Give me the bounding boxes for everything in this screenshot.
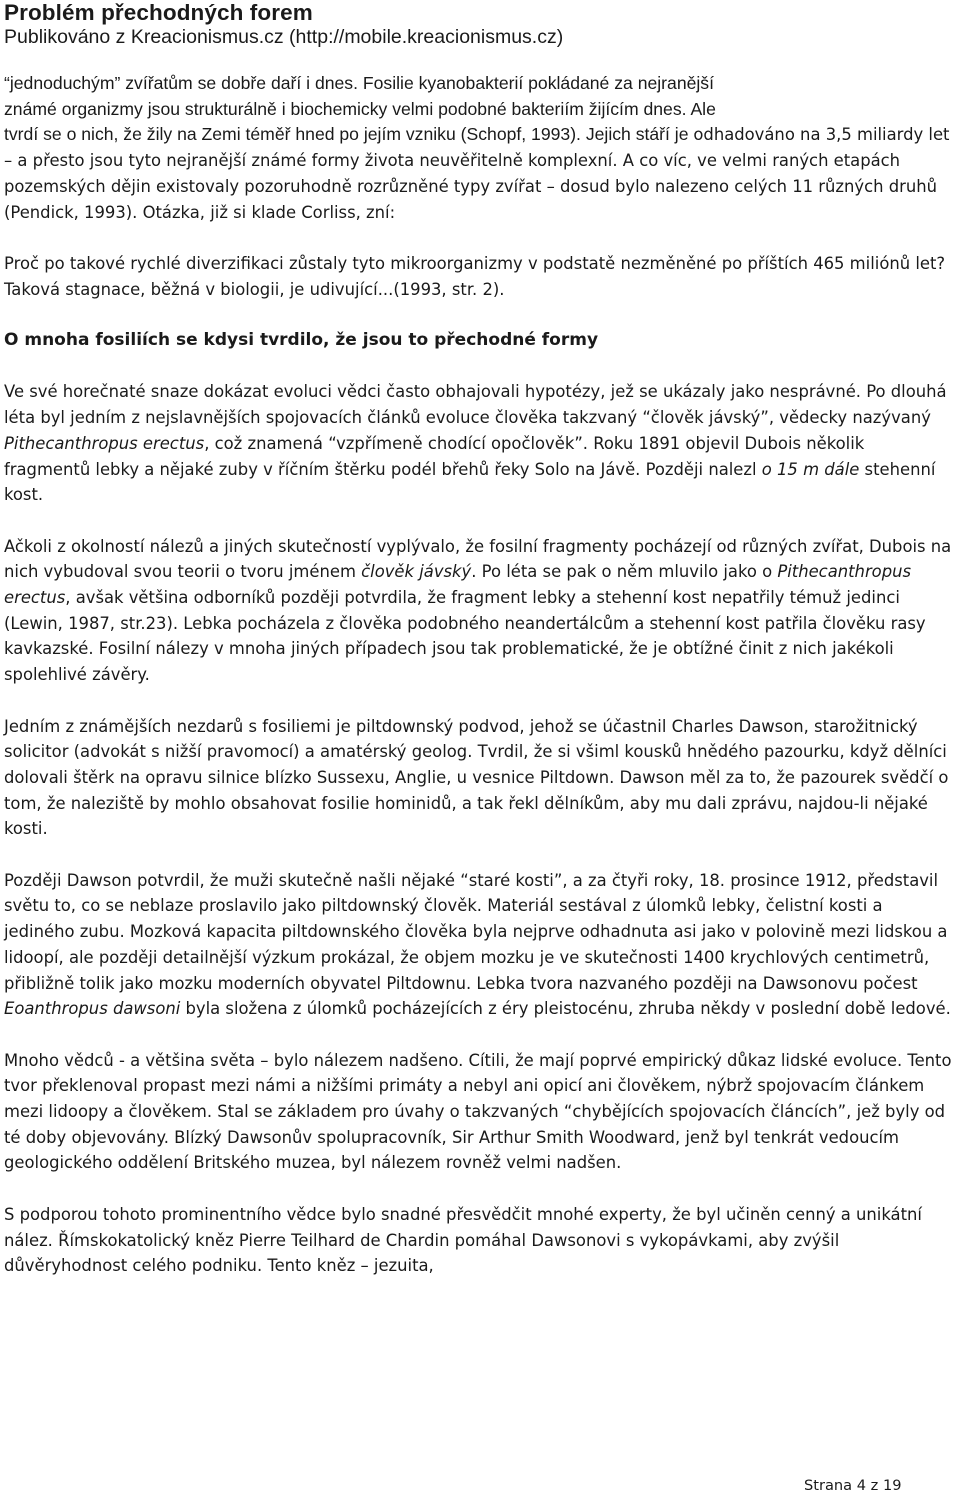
document-title: Problém přechodných forem <box>4 0 313 25</box>
eoanthropus-italic: Eoanthropus dawsoni <box>4 999 181 1019</box>
clovek-javsky-italic: člověk jávský <box>361 562 472 582</box>
paragraph-3 <box>4 379 954 508</box>
page-header <box>4 0 954 48</box>
paragraph-1-line-3: tvrdí se o nich, že žily na Zemi téměř hned po jejím vzniku (Schopf, 1993). Jejich stáří je <box>4 124 689 145</box>
page-number: Strana 4 z 19 <box>804 1477 902 1494</box>
paragraph-4-text-e: , avšak většina odborníků později potvrdila, že fragment lebky a stehenní kost nepatřily témuž jedinci (Lewin, 1987, str.23). Lebka pocházela z člověka podobného neandertálcům a stehenní kost patřila člověku rasy kavkazské. Fosilní nálezy v mnoha jiných případech jsou tak problematické, že je obtížné činit z nich jakékoli spolehlivé závěry. <box>4 588 926 685</box>
distance-italic: o 15 m dále <box>761 459 860 479</box>
species-name-italic-2: Pithecanthropus erectus <box>4 562 912 607</box>
document-source: Publikováno z Kreacionismus.cz (http://mobile.kreacionismus.cz) <box>4 26 564 48</box>
paragraph-6-text-a: Později Dawson potvrdil, že muži skutečně našli nějaké “staré kosti”, a za čtyři roky, 18. prosince 1912, představil světu to, co se neblaze proslavilo jako piltdownský člověk. Materiál sestával z úlomků lebky, čelistní kosti a jediného zubu. Mozková kapacita piltdownského člověka byla nejprve odhadnuta asi jako v polovině mezi lidskou a lidoopí, ale později detailnější výzkum prokázal, že objem mozku je ve skutečnosti 1400 krychlových centimetrů, přibližně tolik jako mozku moderních obyvatel Piltdownu. Lebka tvora nazvaného později na Dawsonovu počest <box>4 870 948 993</box>
section-heading: O mnoha fosiliích se kdysi tvrdilo, že jsou to přechodné formy <box>4 330 599 350</box>
paragraph-4-text-a: Ačkoli z okolností nálezů a jiných skutečností vyplývalo, že fosilní fragmenty pocházejí od různých zvířat, Dubois na nich vybudoval svou teorii o tvoru jménem <box>4 536 952 582</box>
article-body <box>4 71 954 1279</box>
paragraph-4-text-c: . Po léta se pak o něm mluvilo jako o <box>471 562 778 582</box>
paragraph-1-rest: odhadováno na 3,5 miliardy let – a přesto jsou tyto nejranější známé formy života neuvěřitelně komplexní. A co víc, ve velmi raných etapách pozemských dějin existovaly pozoruhodně rozrůzněné typy zvířat – dosud bylo nalezeno celých 11 různých druhů (Pendick, 1993). Otázka, již si klade Corliss, zní: <box>4 125 950 222</box>
species-name-italic: Pithecanthropus erectus <box>4 433 205 453</box>
paragraph-7: Mnoho vědců - a většina světa – bylo nálezem nadšeno. Cítili, že mají poprvé empirický důkaz lidské evoluce. Tento tvor překlenoval propast mezi námi a nižšími primáty a nebyl ani opicí ani člověkem, nýbrž spojovacím článkem mezi lidoopy a člověkem. Stal se základem pro úvahy o takzvaných “chybějících spojovacích článcích”, jež byly od té doby objevovány. Blízký Dawsonův spolupracovník, Sir Arthur Smith Woodward, jenž byl tenkrát vedoucím geologického oddělení Britského muzea, byl nálezem rovněž velmi nadšen. <box>4 1050 952 1173</box>
paragraph-6 <box>4 868 954 1022</box>
paragraph-3-text-a: Ve své horečnaté snaze dokázat evoluci vědci často obhajovali hypotézy, jež se ukázaly jako nesprávné. Po dlouhá léta byl jedním z nejslavnějších spojovacích článků evoluce člověka takzvaný “člověk jávský”, vědecky nazývaný <box>4 382 947 428</box>
paragraph-5: Jedním z známějších nezdarů s fosiliemi je piltdownský podvod, jehož se účastnil Charles Dawson, starožitnický solicitor (advokát s nižší pravomocí) a amatérský geolog. Tvrdil, že si všiml kousků hnědého pazourku, když dělníci dolovali štěrk na opravu silnice blízko Sussexu, Anglie, u vesnice Piltdown. Dawson měl za to, že pazourek svědčí o tom, že naleziště by mohlo obsahovat fosilie hominidů, a tak řekl dělníkům, aby mu dali zprávu, najdou-li nějaké kosti. <box>4 716 949 839</box>
paragraph-3-text-e: stehenní kost. <box>4 459 936 505</box>
quote-paragraph: Proč po takové rychlé diverzifikaci zůstaly tyto mikroorganizmy v podstatě nezměněné po příštích 465 miliónů let? Taková stagnace, běžná v biologii, je udivující...(1993, str. 2). <box>4 253 946 299</box>
paragraph-1 <box>4 71 954 225</box>
paragraph-3-text-c: , což znamená “vzpřímeně chodící opočlověk”. Roku 1891 objevil Dubois několik fragmentů lebky a nějaké zuby v říčním štěrku podél břehů řeky Solo na Jávě. Později nalezl <box>4 433 865 479</box>
paragraph-6-text-c: byla složena z úlomků pocházejících z éry pleistocénu, zhruba někdy v poslední době ledové. <box>180 999 951 1019</box>
paragraph-4 <box>4 534 954 688</box>
paragraph-8: S podporou tohoto prominentního vědce bylo snadné přesvědčit mnohé experty, že byl učiněn cenný a unikátní nález. Římskokatolický kněz Pierre Teilhard de Chardin pomáhal Dawsonovi s vykopávkami, aby zvýšil důvěryhodnost celého podniku. Tento kněz – jezuita, <box>4 1204 922 1276</box>
paragraph-1-line-2: známé organizmy jsou strukturálně i biochemicky velmi podobné bakteriím žijícím dnes. Ale <box>4 98 716 119</box>
paragraph-1-line-1: “jednoduchým” zvířatům se dobře daří i dnes. Fosilie kyanobakterií pokládané za nejranější <box>4 73 714 93</box>
